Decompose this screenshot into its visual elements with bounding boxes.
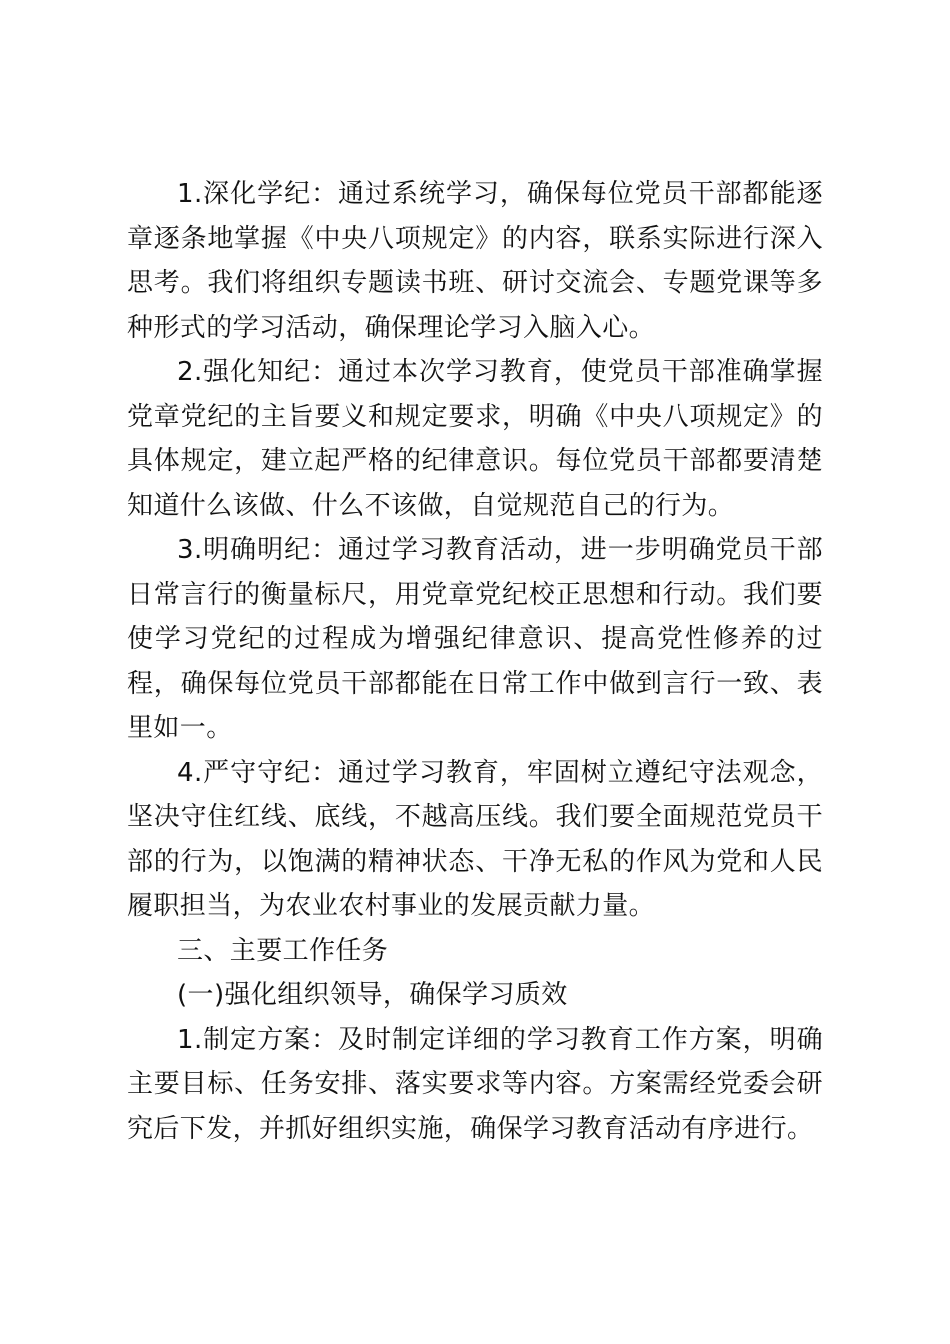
paragraph-know-discipline: 2.强化知纪：通过本次学习教育，使党员干部准确掌握党章党纪的主旨要义和规定要求，明确《中央八项规定》的具体规定，建立起严格的纪律意识。每位党员干部都要清楚知道什么该做、什么不该做，自觉规范自己的行为。 xyxy=(127,357,823,521)
paragraph-observe-discipline: 4.严守守纪：通过学习教育，牢固树立遵纪守法观念，坚决守住红线、底线，不越高压线。我们要全面规范党员干部的行为，以饱满的精神状态、干净无私的作风为党和人民履职担当，为农业农村事业的发展贡献力量。 xyxy=(127,757,823,921)
paragraph-study-discipline: 1.深化学纪：通过系统学习，确保每位党员干部都能逐章逐条地掌握《中央八项规定》的内容，联系实际进行深入思考。我们将组织专题读书班、研讨交流会、专题党课等多种形式的学习活动，确保理论学习入脑入心。 xyxy=(127,179,823,343)
paragraph-make-plan: 1.制定方案：及时制定详细的学习教育工作方案，明确主要目标、任务安排、落实要求等内容。方案需经党委会研究后下发，并抓好组织实施，确保学习教育活动有序进行。 xyxy=(127,1024,823,1144)
document-body xyxy=(127,172,823,1151)
paragraph-clarify-discipline: 3.明确明纪：通过学习教育活动，进一步明确党员干部日常言行的衡量标尺，用党章党纪校正思想和行动。我们要使学习党纪的过程成为增强纪律意识、提高党性修养的过程，确保每位党员干部都能在日常工作中做到言行一致、表里如一。 xyxy=(127,535,823,743)
section-heading-main-tasks: 三、主要工作任务 xyxy=(177,935,389,966)
subsection-heading-organization: (一)强化组织领导，确保学习质效 xyxy=(177,980,568,1010)
